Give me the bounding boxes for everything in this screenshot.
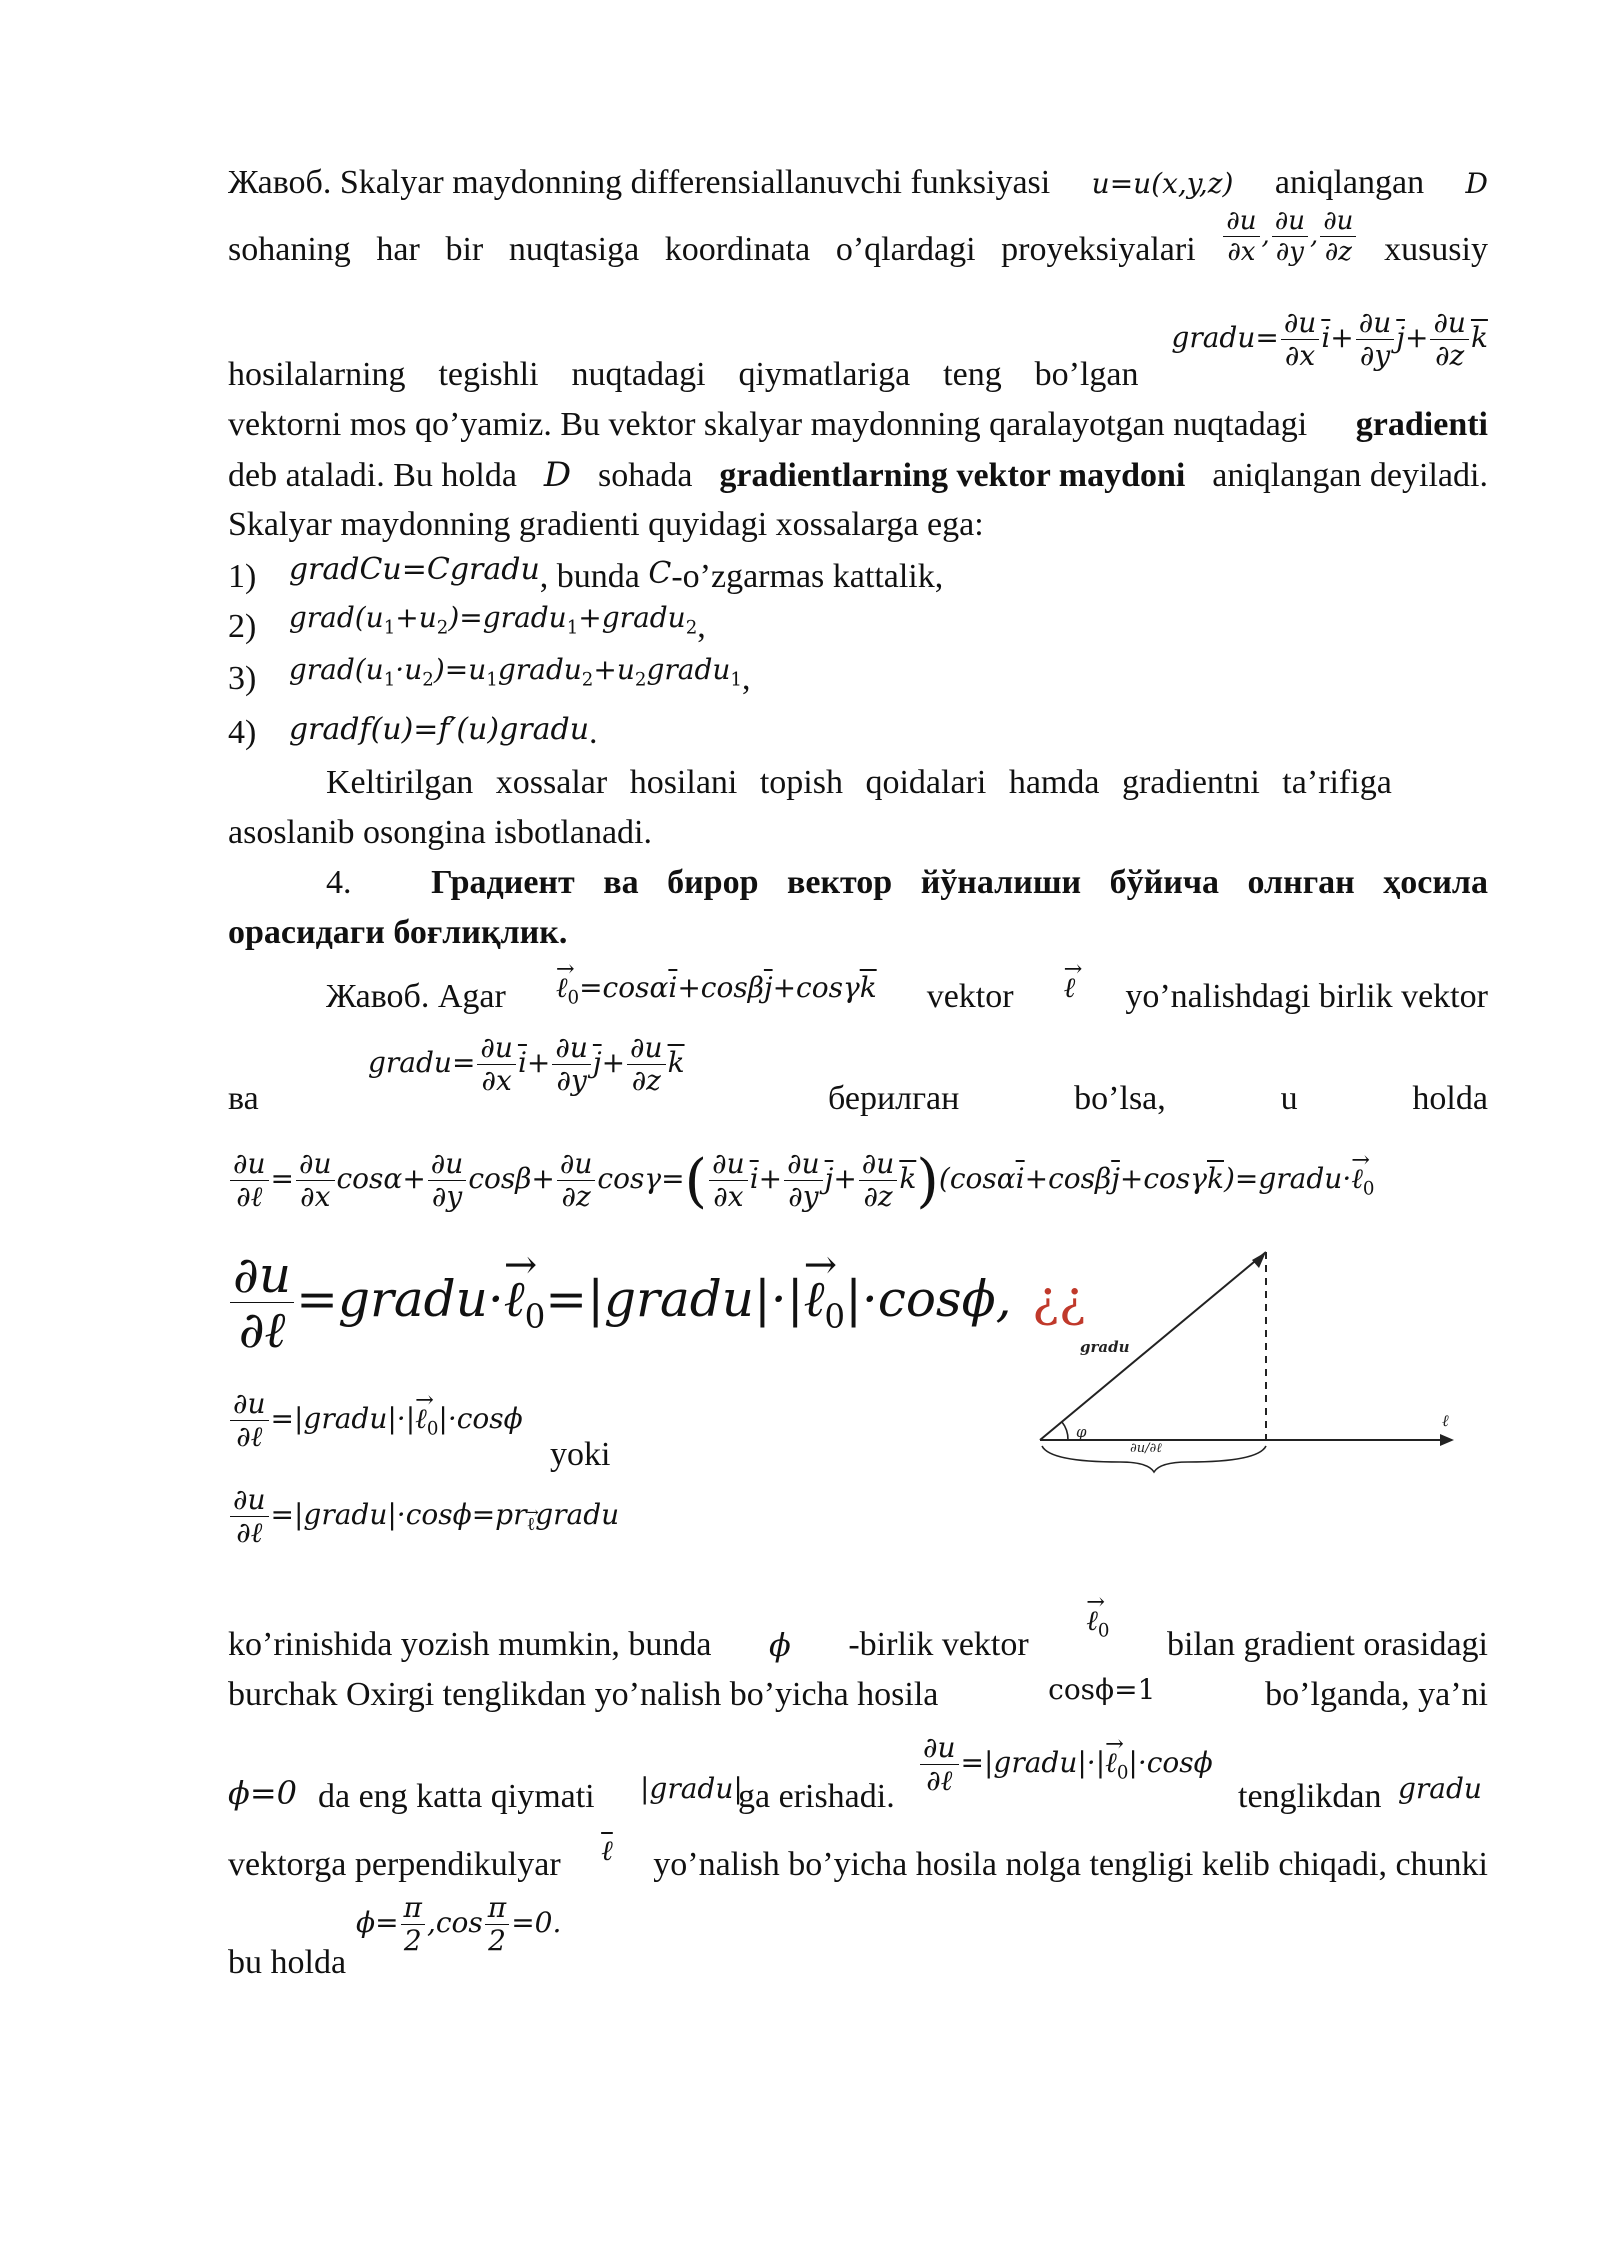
p4-text: bu holda <box>228 1944 347 1981</box>
p4-text: vektorga perpendikulyar <box>228 1846 561 1883</box>
label-phi: φ <box>1076 1423 1087 1441</box>
p1-text: aniqlangan deyiladi. <box>1212 457 1488 494</box>
formula-small-2 <box>228 1483 1488 1582</box>
property-2: 2) $^{grad(u_1+u_2)=gradu_1+gradu_2}$, <box>228 601 706 645</box>
p4-text: da eng katta qiymati <box>318 1778 595 1815</box>
formula-abs-gradu: |gradu| <box>640 1772 743 1805</box>
formula-unit-vector: → $\ell_0=\cos\alpha\overline{i}+\cos\beta\overline{j}+\cos\gamma\overline{k}$ <box>556 963 877 1023</box>
formula-gradient-given: gradu= $\frac{\partial u}{\partial x}$ $\overline{i}+$ $\frac{\partial u}{\partial y}$ $\overline{j}+$ $\frac{\partial u}{\partial z}$ $\overline{k}$ <box>368 1031 685 1097</box>
p4-line4 <box>228 1830 1488 1890</box>
p4-line2 <box>228 1670 1488 1721</box>
formula-u-def: u=u(x,y,z) <box>1091 167 1234 200</box>
word: bo’lgan <box>1034 356 1139 393</box>
p1-line4 <box>228 400 1488 450</box>
property-3: 3) $^{grad(u_1\cdot u_2)=u_1gradu_2+u_2gradu_1}$, <box>228 653 751 697</box>
prop-formula: gradf(u)=f′(u)gradu <box>288 712 590 747</box>
property-4: 4) gradf(u)=f′(u)gradu. <box>228 712 598 751</box>
formula-phi-pi2: ϕ= $\frac{\pi}{2}$ ,cos $\frac{\pi}{2}$ =0. <box>356 1891 562 1957</box>
vector-l-bar: ℓ <box>601 1834 613 1867</box>
label-proj: ∂u/∂ℓ <box>1130 1441 1162 1456</box>
domain-D: D <box>1465 167 1488 200</box>
prop-number: 4) <box>228 714 257 751</box>
p2-line2 <box>228 808 1488 858</box>
prop-number: 3) <box>228 660 257 697</box>
gradient-vector <box>1040 1252 1266 1440</box>
p1-line2 <box>228 205 1488 292</box>
section-title: Градиент ва бирор вектор йўналиши бўйича олнган ҳосила <box>431 864 1488 901</box>
word: берилган <box>828 1080 960 1117</box>
word: teng <box>943 356 1002 393</box>
p3-text: yo’nalishdagi birlik vektor <box>1125 978 1488 1015</box>
formula-partials: $\frac{\partial u}{\partial x}$ , $\frac{\partial u}{\partial y}$ , $\frac{\partial u}{\partial z}$ <box>1221 208 1358 265</box>
p1-text: Жавоб. Skalyar maydonning differensiallanuvchi funksiyasi <box>228 164 1051 201</box>
p2-line1 <box>228 758 1488 808</box>
word: xususiy <box>1384 231 1488 268</box>
p4-text: tenglikdan <box>1238 1778 1382 1815</box>
p1-line6 <box>228 500 1488 550</box>
prop-formula: gradCu=Cgradu <box>288 552 540 587</box>
vector-l: → ℓ <box>1064 963 1076 1013</box>
formula-directional-expansion <box>228 1146 1488 1250</box>
prop-formula: grad(u1·u2)=u1gradu2+u2gradu1 <box>288 653 742 691</box>
p3-text: ва <box>228 1080 259 1117</box>
p1-line5 <box>228 450 1488 501</box>
word: o’qlardagi <box>835 231 976 268</box>
p1-text: deb ataladi. Bu holda <box>228 457 517 494</box>
word: bir <box>445 231 484 268</box>
angle-phi: ϕ <box>769 1626 791 1664</box>
p1-end: aniqlangan <box>1274 164 1425 201</box>
word: proyeksiyalari <box>1001 231 1196 268</box>
p1-line1 <box>228 158 1488 209</box>
p4-line5 <box>228 1891 1488 1994</box>
word-gradu: gradu <box>1398 1772 1482 1805</box>
p4-text: -birlik vektor <box>848 1626 1029 1663</box>
term-gradient: gradienti <box>1355 406 1488 443</box>
p3-line2-words <box>828 1074 1488 1124</box>
word: holda <box>1412 1080 1488 1117</box>
p1-text: sohada <box>598 457 693 494</box>
word: qiymatlariga <box>738 356 911 393</box>
word: sohaning <box>228 231 351 268</box>
domain-D: D <box>543 455 572 495</box>
formula-directional-inline: $\frac{\partial u}{\text{∂ℓ}}$ =|gradu|·|→ ℓ$_0$|·cosϕ <box>918 1734 1213 1798</box>
prop-text: -o’zgarmas kattalik, <box>671 558 944 595</box>
p3-line1 <box>228 972 1488 1033</box>
word: tegishli <box>438 356 539 393</box>
section-number: 4. <box>326 864 352 901</box>
word: nuqtasiga <box>508 231 640 268</box>
word: har <box>376 231 420 268</box>
p4-text: ga erishadi. <box>738 1778 895 1815</box>
p4-text: ko’rinishida yozish mumkin, bunda <box>228 1626 712 1663</box>
p4-line3 <box>228 1731 1488 1834</box>
p4-text: bilan gradient orasidagi <box>1166 1626 1488 1663</box>
formula-directional-big: $\frac{\partial u}{\text{∂ℓ}}$ =gradu·→ ℓ$_0$=|gradu|·|→ ℓ$_0$|·cosϕ, <box>228 1270 1012 1328</box>
axis-arrowhead <box>1440 1434 1454 1446</box>
label-gradu: gradu <box>1080 1338 1130 1356</box>
property-1 <box>228 552 1488 603</box>
broken-glyph: ¿¿ <box>1032 1269 1086 1328</box>
p1-text: Skalyar maydonning gradienti quyidagi xossalarga ega: <box>228 506 984 543</box>
p3-text: vektor <box>926 978 1014 1015</box>
p4-text: yo’nalish bo’yicha hosila nolga tengligi kelib chiqadi, chunki <box>653 1846 1488 1883</box>
gradient-arrowhead <box>1252 1252 1266 1268</box>
section-4-heading <box>228 858 1488 908</box>
vector-l0: → ℓ$_0$ <box>1086 1596 1109 1656</box>
word: nuqtadagi <box>571 356 706 393</box>
angle-arc <box>1062 1422 1068 1440</box>
p1-line3 <box>228 300 1488 400</box>
formula-long: $\frac{\partial u}{\text{∂ℓ}}$ = $\frac{\partial u}{\partial x}$ cosα+ $\frac{\partial u}{\partial y}$ cosβ+ $\frac{\partial u}{\partial z}$ cosγ=( $\frac{\partial u}{\partial x}$ $\overline{i}+$ $\frac{\partial u}{\partial y}$ $\overline{j}+$ $\frac{\partial u}{\partial z}$ $\overline{k})(\cos\alpha\overline{i}+\cos\beta\overline{j}+\cos\gamma\overline{k})=gradu\cdot\to$ ℓ$_0$ <box>228 1162 1374 1195</box>
formula-phi-0: ϕ=0 <box>228 1774 297 1812</box>
formula-directional: $\frac{\partial u}{\text{∂ℓ}}$ =|gradu|·|→ ℓ$_0$|·cosϕ <box>228 1402 523 1435</box>
word: u <box>1280 1080 1298 1117</box>
word: koordinata <box>664 231 811 268</box>
p2-text: Keltirilgan xossalar hosilani topish qoidalari hamda gradientni ta’rifiga <box>326 764 1392 801</box>
prop-number: 2) <box>228 608 257 645</box>
p4-text: burchak Oxirgi tenglikdan yo’nalish bo’yicha hosila <box>228 1676 939 1713</box>
section-title: орасидаги боғлиқлик. <box>228 914 568 951</box>
word: hosilalarning <box>228 356 406 393</box>
p2-text: asoslanib osongina isbotlanadi. <box>228 814 653 851</box>
word-yoki: yoki <box>550 1436 611 1473</box>
formula-cos-1: cosϕ=1 <box>1048 1673 1156 1706</box>
formula-projection: $\frac{\partial u}{\text{∂ℓ}}$ =|gradu|·cosϕ=pr→ $_\ell$gradu <box>228 1498 619 1531</box>
gradient-projection-figure <box>1030 1240 1470 1480</box>
formula-gradient-def: gradu= $\frac{\partial u}{\partial x}$ $\overline{i}+$ $\frac{\partial u}{\partial y}$ $\overline{j}+$ $\frac{\partial u}{\partial z}$ $\overline{k}$ <box>1171 306 1488 372</box>
p3-line2 <box>228 1031 1488 1144</box>
p4-text: bo’lganda, ya’ni <box>1265 1676 1488 1713</box>
prop-number: 1) <box>228 558 257 595</box>
p1-text: vektorni mos qo’yamiz. Bu vektor skalyar maydonning qaralayotgan nuqtadagi <box>228 406 1308 443</box>
prop-formula: grad(u1+u2)=gradu1+gradu2 <box>288 601 698 639</box>
section-4-heading-2 <box>228 908 1488 958</box>
prop-text: , bunda <box>539 558 640 595</box>
word: bo’lsa, <box>1074 1080 1166 1117</box>
label-l: ℓ <box>1442 1411 1449 1430</box>
p4-line1 <box>228 1590 1488 1670</box>
term-vector-field: gradientlarning vektor maydoni <box>719 457 1186 494</box>
p3-text: Жавоб. Agar <box>326 978 506 1015</box>
const-C: C <box>648 556 672 591</box>
